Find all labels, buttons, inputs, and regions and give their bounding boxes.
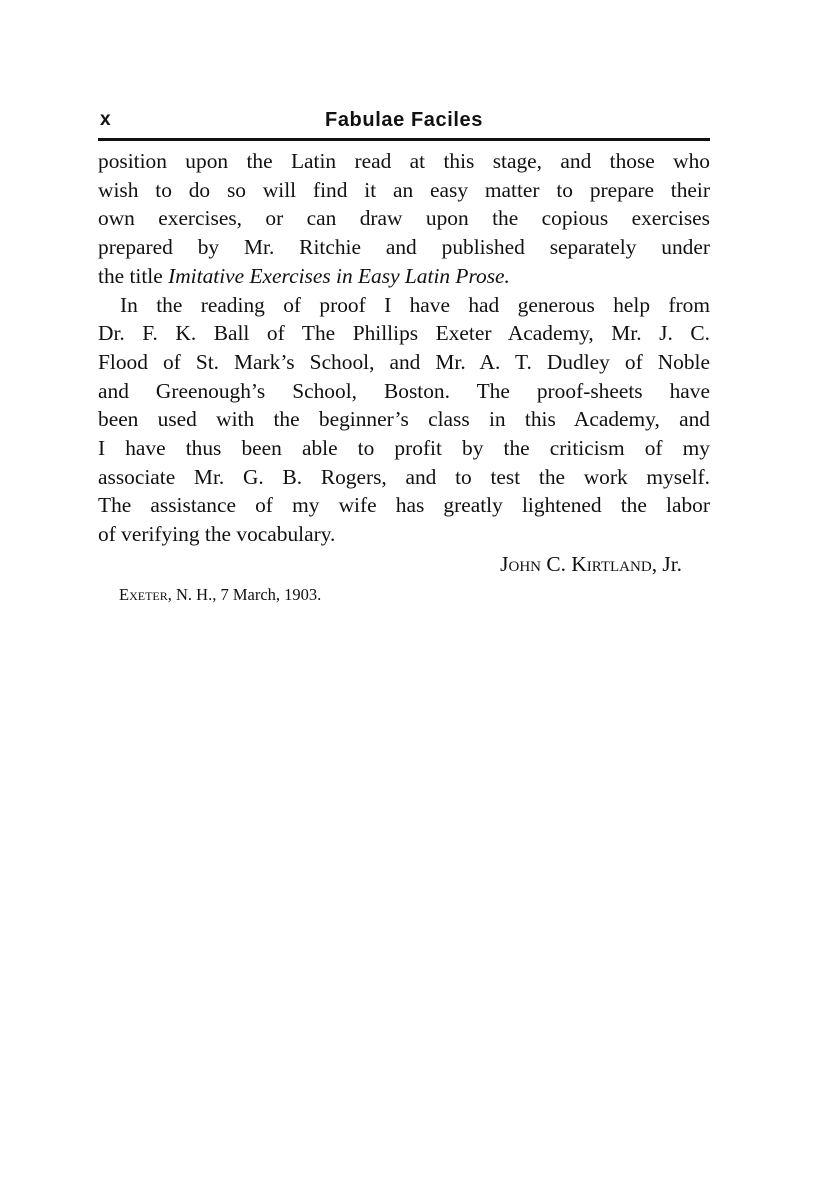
header-rule — [98, 138, 710, 141]
text-line: In the reading of proof I have had generous help from — [120, 292, 710, 317]
text-line: The assistance of my wife has greatly lightened the labor — [98, 493, 710, 518]
paragraph-continuation — [98, 147, 710, 291]
text-line: of verifying the vocabulary. — [98, 522, 336, 547]
signature — [98, 550, 710, 579]
running-head — [98, 106, 710, 138]
text-line: and Greenough’s School, Boston. The proof-sheets have — [98, 378, 710, 403]
signature-name: John C. Kirtland — [500, 551, 652, 576]
page-number: x — [100, 109, 111, 130]
dateline-place: Exeter — [119, 584, 168, 604]
body-text — [98, 147, 710, 549]
dateline — [98, 583, 710, 607]
text-line: prepared by Mr. Ritchie and published separately under — [98, 235, 710, 260]
text-fragment: the title — [98, 263, 169, 288]
dateline-rest: , N. H., 7 March, 1903. — [167, 584, 322, 604]
book-title-italic: Imitative Exercises in Easy Latin Prose. — [168, 263, 510, 288]
text-line: Flood of St. Mark’s School, and Mr. A. T. Dudley of Noble — [98, 349, 710, 374]
text-line: I have thus been able to profit by the criticism of my — [98, 436, 710, 461]
text-line: own exercises, or can draw upon the copious exercises — [98, 206, 710, 231]
text-line: wish to do so will find it an easy matter to prepare their — [98, 177, 710, 202]
paragraph-acknowledgements — [98, 291, 710, 549]
text-line: position upon the Latin read at this stage, and those who — [98, 149, 710, 173]
running-title: Fabulae Faciles — [325, 109, 483, 131]
signature-suffix: , Jr. — [651, 551, 682, 576]
text-line: associate Mr. G. B. Rogers, and to test the work myself. — [98, 464, 710, 489]
book-page — [98, 106, 710, 607]
text-line: Dr. F. K. Ball of The Phillips Exeter Academy, Mr. J. C. — [98, 321, 710, 346]
text-line — [98, 262, 710, 291]
text-line: been used with the beginner’s class in this Academy, and — [98, 407, 710, 432]
